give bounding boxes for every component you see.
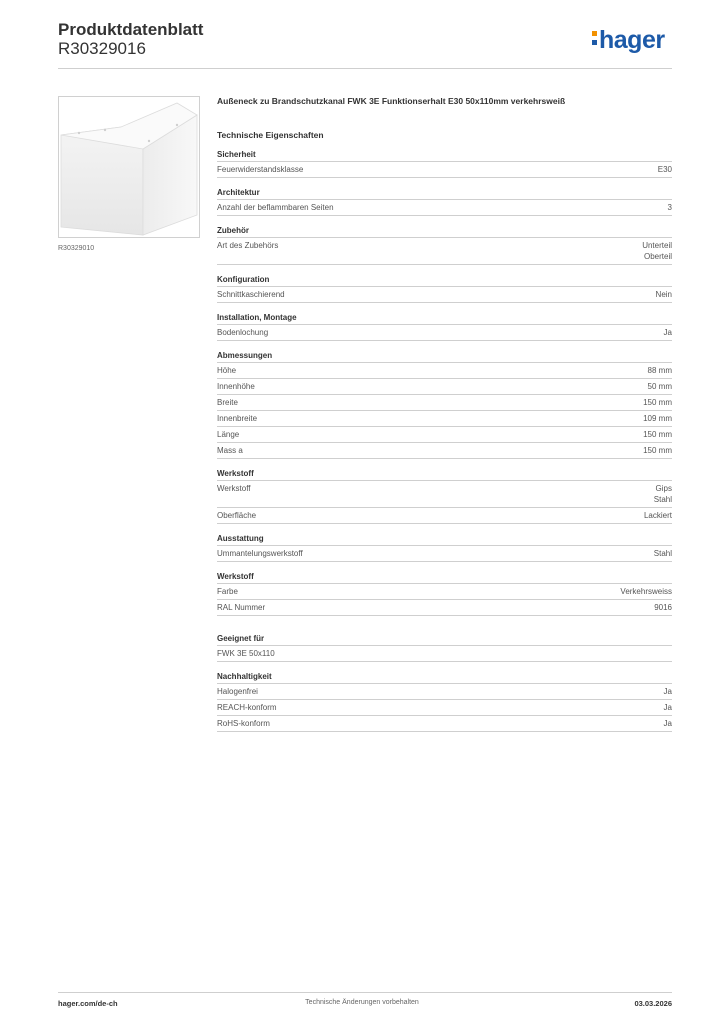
spec-value <box>664 718 672 729</box>
spec-section <box>217 188 672 216</box>
spec-label: Schnittkaschierend <box>217 290 285 299</box>
spec-label: Farbe <box>217 587 238 596</box>
spec-label: Oberfläche <box>217 511 257 520</box>
spec-row <box>217 363 672 379</box>
tech-heading: Technische Eigenschaften <box>217 130 324 140</box>
spec-sections <box>217 150 672 732</box>
product-photo-icon <box>59 97 199 237</box>
spec-value <box>658 164 672 175</box>
spec-row <box>217 646 672 662</box>
spec-section <box>217 275 672 303</box>
spec-value <box>648 365 672 376</box>
spec-value-line: Verkehrsweiss <box>620 587 672 596</box>
spec-value <box>644 510 672 521</box>
spec-value-line: Ja <box>663 687 672 696</box>
footer-website[interactable]: hager.com/de-ch <box>58 999 118 1008</box>
spec-label: FWK 3E 50x110 <box>217 649 275 658</box>
spec-value-line: E30 <box>657 165 672 174</box>
spec-label: Mass a <box>217 446 243 455</box>
spec-label: Breite <box>217 398 238 407</box>
header-divider <box>58 68 672 69</box>
spec-label: REACH-konform <box>217 703 277 712</box>
spec-value-line: 150 mm <box>643 430 672 439</box>
spec-row <box>217 427 672 443</box>
spec-value-line: Oberteil <box>643 252 672 261</box>
logo-text: hager <box>599 26 665 54</box>
spec-section <box>217 150 672 178</box>
spec-row <box>217 716 672 732</box>
spec-value <box>643 445 672 456</box>
spec-label: Innenhöhe <box>217 382 255 391</box>
footer-divider <box>58 992 672 993</box>
spec-value-line: Stahl <box>653 549 672 558</box>
section-title: Nachhaltigkeit <box>217 672 672 684</box>
footer-date: 03.03.2026 <box>634 999 672 1008</box>
section-title: Zubehör <box>217 226 672 238</box>
spec-value <box>654 602 672 613</box>
spec-value <box>656 289 672 300</box>
spec-row <box>217 481 672 508</box>
product-title: Außeneck zu Brandschutzkanal FWK 3E Funktionserhalt E30 50x110mm verkehrsweiß <box>217 96 566 106</box>
section-title: Abmessungen <box>217 351 672 363</box>
spec-row <box>217 700 672 716</box>
spec-row <box>217 325 672 341</box>
product-image <box>58 96 200 238</box>
spec-value <box>664 327 672 338</box>
spec-value <box>642 240 672 262</box>
spec-value <box>620 586 672 597</box>
spec-label: RAL Nummer <box>217 603 266 612</box>
spec-value <box>668 202 672 213</box>
spec-value-line: 150 mm <box>643 398 672 407</box>
spec-value-line: Nein <box>655 290 672 299</box>
spec-section <box>217 226 672 265</box>
spec-value-line: Gips <box>655 484 672 493</box>
spec-row <box>217 379 672 395</box>
spec-value-line: 109 mm <box>643 414 672 423</box>
spec-row <box>217 443 672 459</box>
spec-value <box>654 483 672 505</box>
spec-value-line: Ja <box>663 703 672 712</box>
spec-label: Höhe <box>217 366 237 375</box>
spec-row <box>217 684 672 700</box>
spec-value-line: Ja <box>663 719 672 728</box>
spec-value <box>664 686 672 697</box>
spec-value <box>648 381 672 392</box>
spec-label: Innenbreite <box>217 414 258 423</box>
section-title: Geeignet für <box>217 634 672 646</box>
spec-row <box>217 287 672 303</box>
spec-row <box>217 600 672 616</box>
spec-label: Werkstoff <box>217 484 251 493</box>
spec-section <box>217 313 672 341</box>
spec-row <box>217 200 672 216</box>
spec-label: RoHS-konform <box>217 719 270 728</box>
spec-value-line: 88 mm <box>647 366 672 375</box>
spec-content <box>217 96 672 742</box>
spec-label: Art des Zubehörs <box>217 241 279 250</box>
spec-value <box>643 397 672 408</box>
spec-section <box>217 672 672 732</box>
section-title: Konfiguration <box>217 275 672 287</box>
article-number: R30329016 <box>58 39 146 58</box>
spec-row <box>217 508 672 524</box>
spec-value <box>643 429 672 440</box>
spec-label: Feuerwiderstandsklasse <box>217 165 304 174</box>
spec-value-line: Stahl <box>653 495 672 504</box>
page-title: Produktdatenblatt <box>58 20 204 39</box>
section-title: Installation, Montage <box>217 313 672 325</box>
spec-section <box>217 351 672 459</box>
section-title: Sicherheit <box>217 150 672 162</box>
spec-label: Bodenlochung <box>217 328 269 337</box>
spec-value <box>664 702 672 713</box>
spec-row <box>217 546 672 562</box>
image-caption: R30329010 <box>58 245 95 252</box>
spec-section <box>217 634 672 662</box>
spec-row <box>217 238 672 265</box>
spec-label: Ummantelungswerkstoff <box>217 549 303 558</box>
spec-row <box>217 411 672 427</box>
spec-section <box>217 572 672 616</box>
spec-label: Länge <box>217 430 240 439</box>
spec-value-line: Ja <box>663 328 672 337</box>
spec-value-line: Lackiert <box>643 511 672 520</box>
spec-value-line: Unterteil <box>642 241 672 250</box>
spec-value-line: 9016 <box>654 603 672 612</box>
spec-section <box>217 469 672 524</box>
spec-value-line: 50 mm <box>647 382 672 391</box>
footer-notice: Technische Änderungen vorbehalten <box>305 999 419 1006</box>
spec-label: Halogenfrei <box>217 687 258 696</box>
logo-colon-icon <box>592 31 597 49</box>
spec-label: Anzahl der beflammbaren Seiten <box>217 203 334 212</box>
spec-value <box>643 413 672 424</box>
section-title: Architektur <box>217 188 672 200</box>
section-title: Werkstoff <box>217 572 672 584</box>
spec-row <box>217 584 672 600</box>
hager-logo <box>592 26 665 55</box>
section-title: Werkstoff <box>217 469 672 481</box>
spec-section <box>217 534 672 562</box>
spec-value-line: 150 mm <box>643 446 672 455</box>
spec-value <box>654 548 672 559</box>
spec-row <box>217 395 672 411</box>
spec-value-line: 3 <box>667 203 672 212</box>
section-title: Ausstattung <box>217 534 672 546</box>
spec-row <box>217 162 672 178</box>
